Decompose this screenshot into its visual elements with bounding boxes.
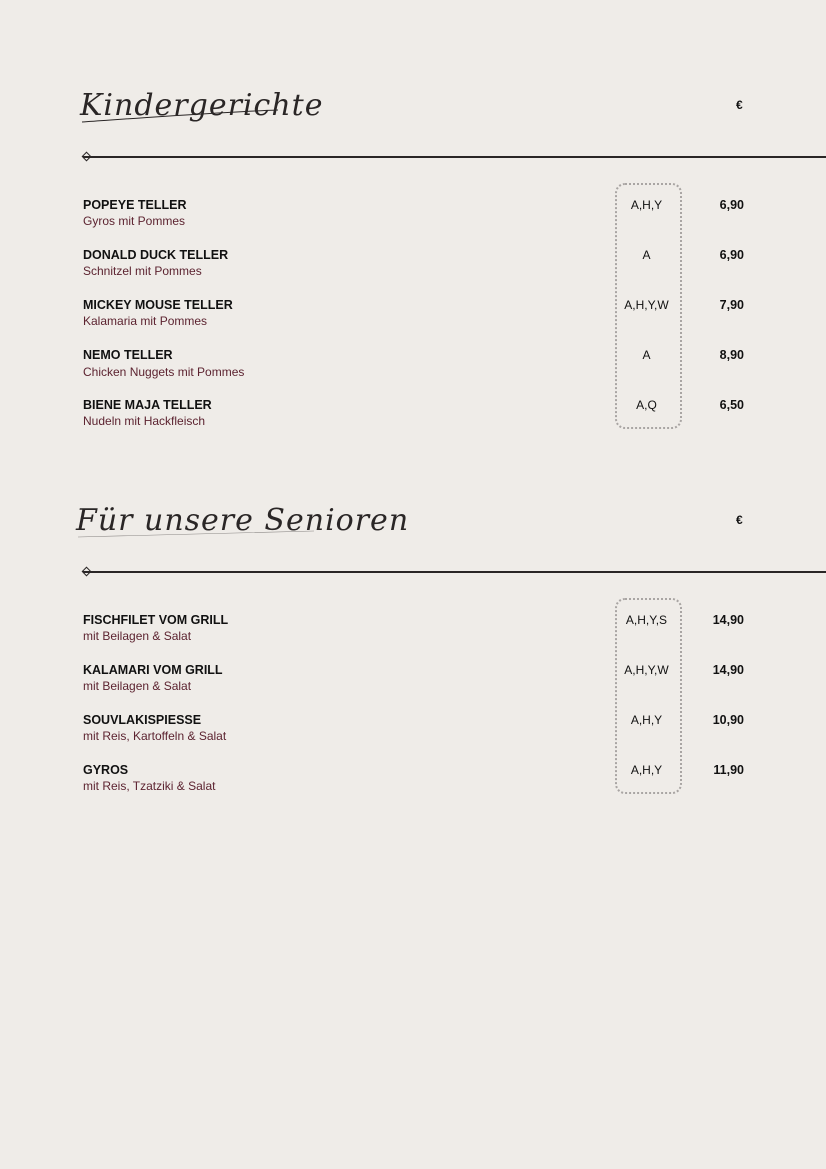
item-price: 10,90 <box>712 713 744 727</box>
item-name: KALAMARI VOM GRILL <box>83 663 223 677</box>
item-name: DONALD DUCK TELLER <box>83 248 229 262</box>
menu-item <box>0 763 826 803</box>
section-divider <box>83 571 826 573</box>
item-name: FISCHFILET VOM GRILL <box>83 613 229 627</box>
item-description: Gyros mit Pommes <box>83 214 186 228</box>
menu-item <box>0 298 826 338</box>
item-price: 11,90 <box>713 763 744 777</box>
item-description: mit Reis, Tzatziki & Salat <box>83 779 216 793</box>
item-allergens: A,H,Y,S <box>625 613 668 627</box>
item-price: 8,90 <box>719 348 744 362</box>
menu-item <box>0 663 826 703</box>
item-name: MICKEY MOUSE TELLER <box>83 298 233 312</box>
currency-label: € <box>736 98 743 112</box>
item-price: 6,90 <box>719 198 744 212</box>
menu-item <box>0 248 826 288</box>
menu-item <box>0 398 826 438</box>
item-allergens: A,H,Y <box>630 763 663 777</box>
item-name: SOUVLAKISPIESSE <box>83 713 202 727</box>
item-allergens: A,H,Y,W <box>624 298 669 312</box>
item-allergens: A <box>642 248 651 262</box>
menu-item <box>0 713 826 753</box>
section-divider <box>83 156 826 158</box>
item-allergens: A,Q <box>636 398 657 412</box>
section-title: Kindergerichte <box>80 88 324 123</box>
item-name: GYROS <box>83 763 129 777</box>
item-price: 14,90 <box>712 613 744 627</box>
item-price: 6,90 <box>719 248 744 262</box>
item-price: 14,90 <box>712 663 744 677</box>
currency-label: € <box>736 513 743 527</box>
item-price: 7,90 <box>719 298 744 312</box>
item-description: Kalamaria mit Pommes <box>83 314 208 328</box>
item-allergens: A,H,Y <box>630 713 663 727</box>
item-name: NEMO TELLER <box>83 348 173 362</box>
item-allergens: A,H,Y <box>630 198 663 212</box>
item-description: Chicken Nuggets mit Pommes <box>83 365 245 379</box>
item-price: 6,50 <box>719 398 744 412</box>
section-title: Für unsere Senioren <box>76 503 410 538</box>
title-flourish-icon <box>76 525 316 545</box>
item-name: POPEYE TELLER <box>83 198 187 212</box>
menu-item <box>0 613 826 653</box>
title-flourish-icon <box>80 108 280 128</box>
item-description: mit Beilagen & Salat <box>83 679 192 693</box>
item-description: Nudeln mit Hackfleisch <box>83 414 206 428</box>
item-allergens: A,H,Y,W <box>624 663 669 677</box>
item-description: mit Reis, Kartoffeln & Salat <box>83 729 227 743</box>
item-description: mit Beilagen & Salat <box>83 629 192 643</box>
menu-item <box>0 348 826 388</box>
item-name: BIENE MAJA TELLER <box>83 398 212 412</box>
item-description: Schnitzel mit Pommes <box>83 264 202 278</box>
menu-item <box>0 198 826 238</box>
item-allergens: A <box>642 348 651 362</box>
